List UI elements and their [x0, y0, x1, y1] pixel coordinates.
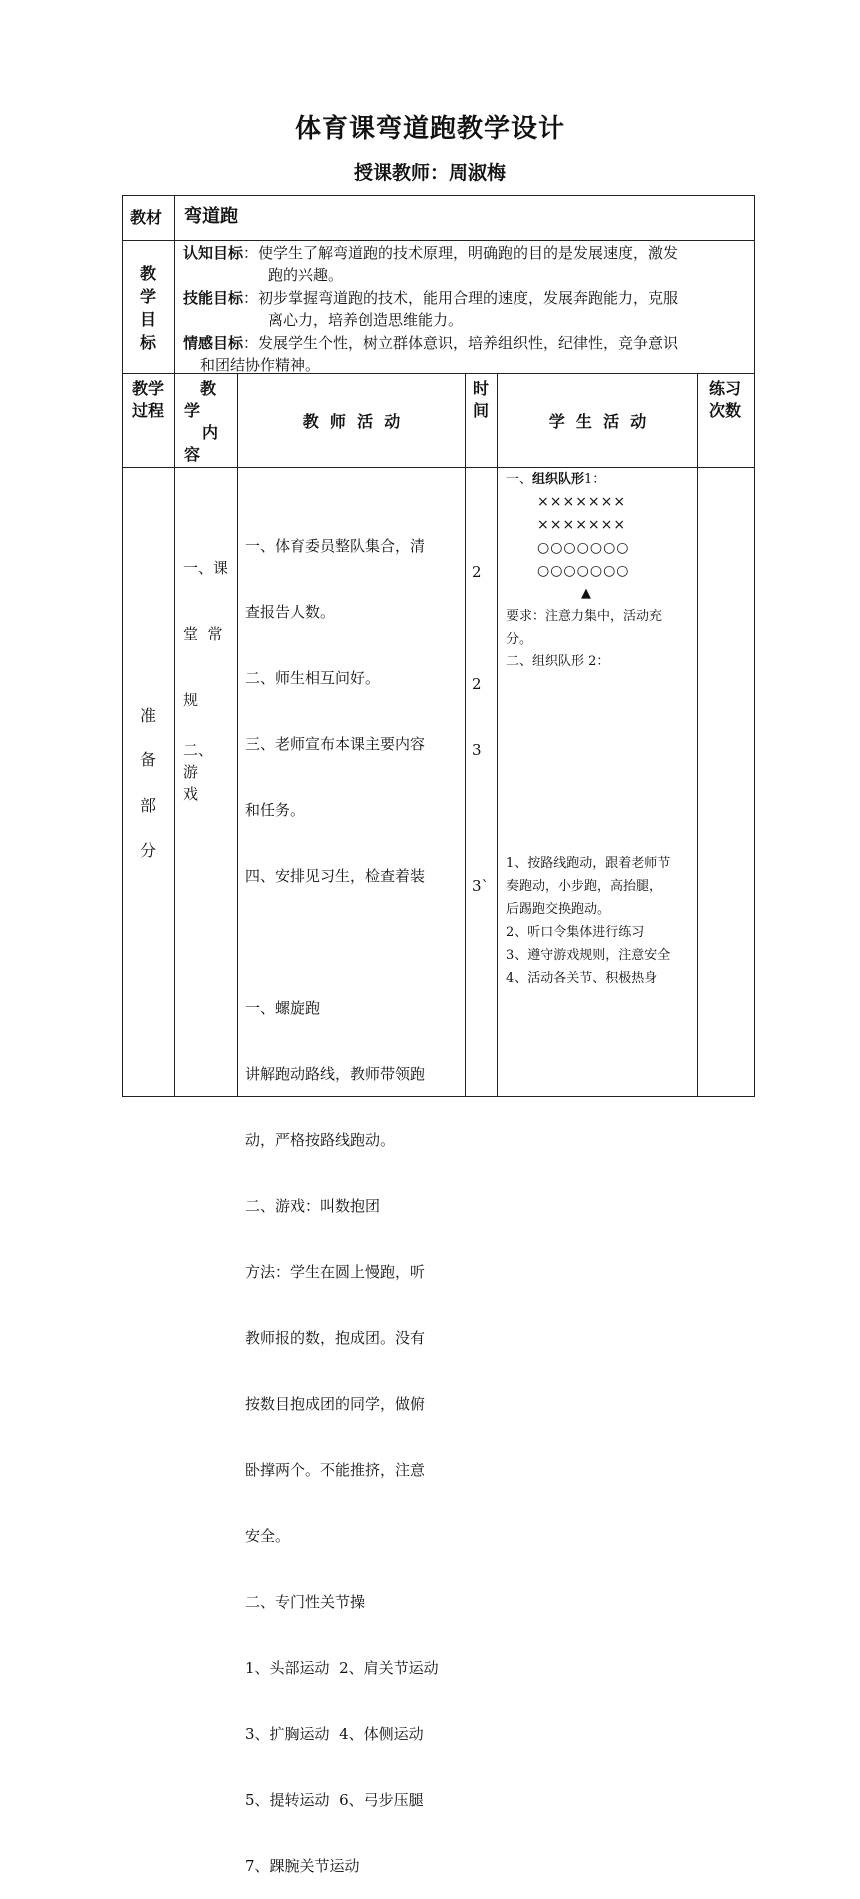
- student-note-line: 3、遵守游戏规则，注意安全: [506, 948, 671, 963]
- table-border-left: [122, 195, 123, 1097]
- header-content-line: 教: [200, 379, 217, 398]
- col-divider: [697, 373, 698, 1097]
- student-note-line: 4、活动各关节、积极热身: [506, 971, 658, 986]
- teacher-line: 查报告人数。: [245, 603, 336, 621]
- skill-goal: [183, 287, 678, 309]
- col-divider: [497, 373, 498, 1097]
- content-line: 规: [183, 691, 199, 709]
- goals-label-char: 标: [140, 333, 157, 352]
- teacher-line: 和任务。: [245, 801, 306, 819]
- requirement-line: 要求：注意力集中，活动充: [506, 609, 663, 624]
- teacher-line: 安全。: [245, 1527, 291, 1545]
- cognitive-goal-text: ：使学生了解弯道跑的技术原理，明确跑的目的是发展速度，激发: [243, 244, 679, 262]
- content-line: 堂 常: [183, 625, 223, 643]
- requirement: [506, 605, 662, 651]
- cognitive-goal: [183, 242, 678, 264]
- header-content-line: 学: [184, 401, 201, 420]
- teacher-line: 四、安排见习生，检查着装: [245, 867, 426, 885]
- teacher-position-triangle: ▲: [581, 586, 592, 601]
- goals-label-char: 目: [140, 310, 157, 329]
- table-border-top: [122, 195, 755, 196]
- row-divider: [122, 240, 755, 241]
- teacher-line: 一、螺旋跑: [245, 999, 321, 1017]
- skill-goal-cont: 离心力，培养创造思维能力。: [268, 311, 464, 329]
- formation-1-title: [506, 468, 605, 491]
- section-char: 部: [140, 796, 157, 815]
- formation-row-o: ○○○○○○○: [537, 540, 630, 556]
- teacher-activity: [245, 491, 439, 1899]
- formation-row-x: ×××××××: [537, 517, 627, 533]
- student-note-line: 奏跑动，小步跑，高抬腿，: [506, 879, 663, 894]
- formation-1-label: 组织队形: [532, 472, 585, 487]
- material-value: 弯道跑: [184, 206, 238, 227]
- student-note-line: 1、按路线跑动，跟着老师节: [506, 856, 671, 871]
- document-title: 体育课弯道跑教学设计: [294, 114, 565, 144]
- formation-row-x: ×××××××: [537, 494, 627, 510]
- teacher-name: 授课教师：周淑梅: [353, 162, 506, 184]
- header-practice-line: 练习: [709, 379, 742, 398]
- header-practice: [709, 378, 741, 422]
- student-note-line: 2、听口令集体进行练习: [506, 925, 645, 940]
- emotion-goal-text: ：发展学生个性，树立群体意识，培养组织性，纪律性，竞争意识: [243, 334, 679, 352]
- teacher-line: 卧撑两个。不能推挤，注意: [245, 1461, 426, 1479]
- time-value: 3: [472, 741, 482, 759]
- content-routine: [183, 513, 228, 733]
- time-value: 3`: [472, 877, 490, 895]
- col-divider: [465, 373, 466, 1097]
- emotion-goal-cont: 和团结协作精神。: [200, 356, 321, 374]
- header-process: [132, 378, 164, 422]
- content-line: 一、课: [183, 559, 229, 577]
- teacher-line: 一、体育委员整队集合，清: [245, 537, 426, 555]
- teacher-line: 教师报的数，抱成团。没有: [245, 1329, 426, 1347]
- section-char: 备: [140, 750, 157, 769]
- section-char: 准: [140, 706, 157, 725]
- time-value: 2: [472, 563, 482, 581]
- content-line: 游: [183, 763, 199, 781]
- goals-label-char: 学: [140, 287, 157, 306]
- header-student-activity: 学 生 活 动: [548, 412, 647, 431]
- header-process-line: 过程: [132, 401, 165, 420]
- header-time-line: 时: [473, 379, 490, 398]
- header-time-line: 间: [473, 401, 490, 420]
- header-practice-line: 次数: [709, 401, 742, 420]
- teacher-line: 二、专门性关节操: [245, 1593, 366, 1611]
- content-line: 戏: [183, 785, 199, 803]
- cognitive-goal-label: 认知目标: [183, 244, 244, 262]
- teacher-line: 1、头部运动 2、肩关节运动: [245, 1659, 439, 1677]
- teacher-line: 7、踝腕关节运动: [245, 1857, 360, 1875]
- teacher-line: 5、提转运动 6、弓步压腿: [245, 1791, 424, 1809]
- col-divider: [237, 373, 238, 1097]
- header-teacher-activity: 教 师 活 动: [302, 412, 401, 431]
- teacher-line: 三、老师宣布本课主要内容: [245, 735, 426, 753]
- material-label: 教材: [130, 208, 163, 227]
- cognitive-goal-cont: 跑的兴趣。: [268, 266, 344, 284]
- content-game: [183, 739, 213, 805]
- section-char: 分: [140, 841, 157, 860]
- teacher-line: 讲解跑动路线，教师带领跑: [245, 1065, 426, 1083]
- table-border-right: [754, 195, 755, 1097]
- formation-row-o: ○○○○○○○: [537, 563, 630, 579]
- header-content-line: 内: [202, 423, 219, 442]
- formation-1-prefix: 一、: [506, 472, 533, 487]
- header-content: [184, 378, 218, 466]
- header-time: [473, 378, 489, 422]
- requirement-line: 分。: [506, 632, 533, 647]
- teacher-line: 动，严格按路线跑动。: [245, 1131, 396, 1149]
- skill-goal-text: ：初步掌握弯道跑的技术，能用合理的速度，发展奔跑能力，克服: [243, 289, 679, 307]
- teacher-line: 二、师生相互问好。: [245, 669, 381, 687]
- emotion-goal: [183, 332, 678, 354]
- teacher-line: 方法：学生在圆上慢跑，听: [245, 1263, 426, 1281]
- header-content-line: 容: [184, 445, 201, 464]
- header-process-line: 教学: [132, 379, 165, 398]
- teacher-line: 按数目抱成团的同学，做俯: [245, 1395, 426, 1413]
- student-notes: [506, 852, 670, 990]
- col-divider: [174, 195, 175, 1097]
- student-note-line: 后踢跑交换跑动。: [506, 902, 611, 917]
- row-divider: [122, 467, 755, 468]
- goals-label-char: 教: [140, 264, 157, 283]
- formation-1-suffix: 1：: [584, 472, 606, 487]
- emotion-goal-label: 情感目标: [183, 334, 244, 352]
- skill-goal-label: 技能目标: [183, 289, 244, 307]
- teacher-line: 3、扩胸运动 4、体侧运动: [245, 1725, 424, 1743]
- time-value: 2: [472, 675, 482, 693]
- teacher-line: 二、游戏：叫数抱团: [245, 1197, 381, 1215]
- formation-2-title: 二、组织队形 2：: [506, 654, 610, 669]
- teacher-line: [245, 931, 439, 953]
- content-line: 二、: [183, 741, 214, 759]
